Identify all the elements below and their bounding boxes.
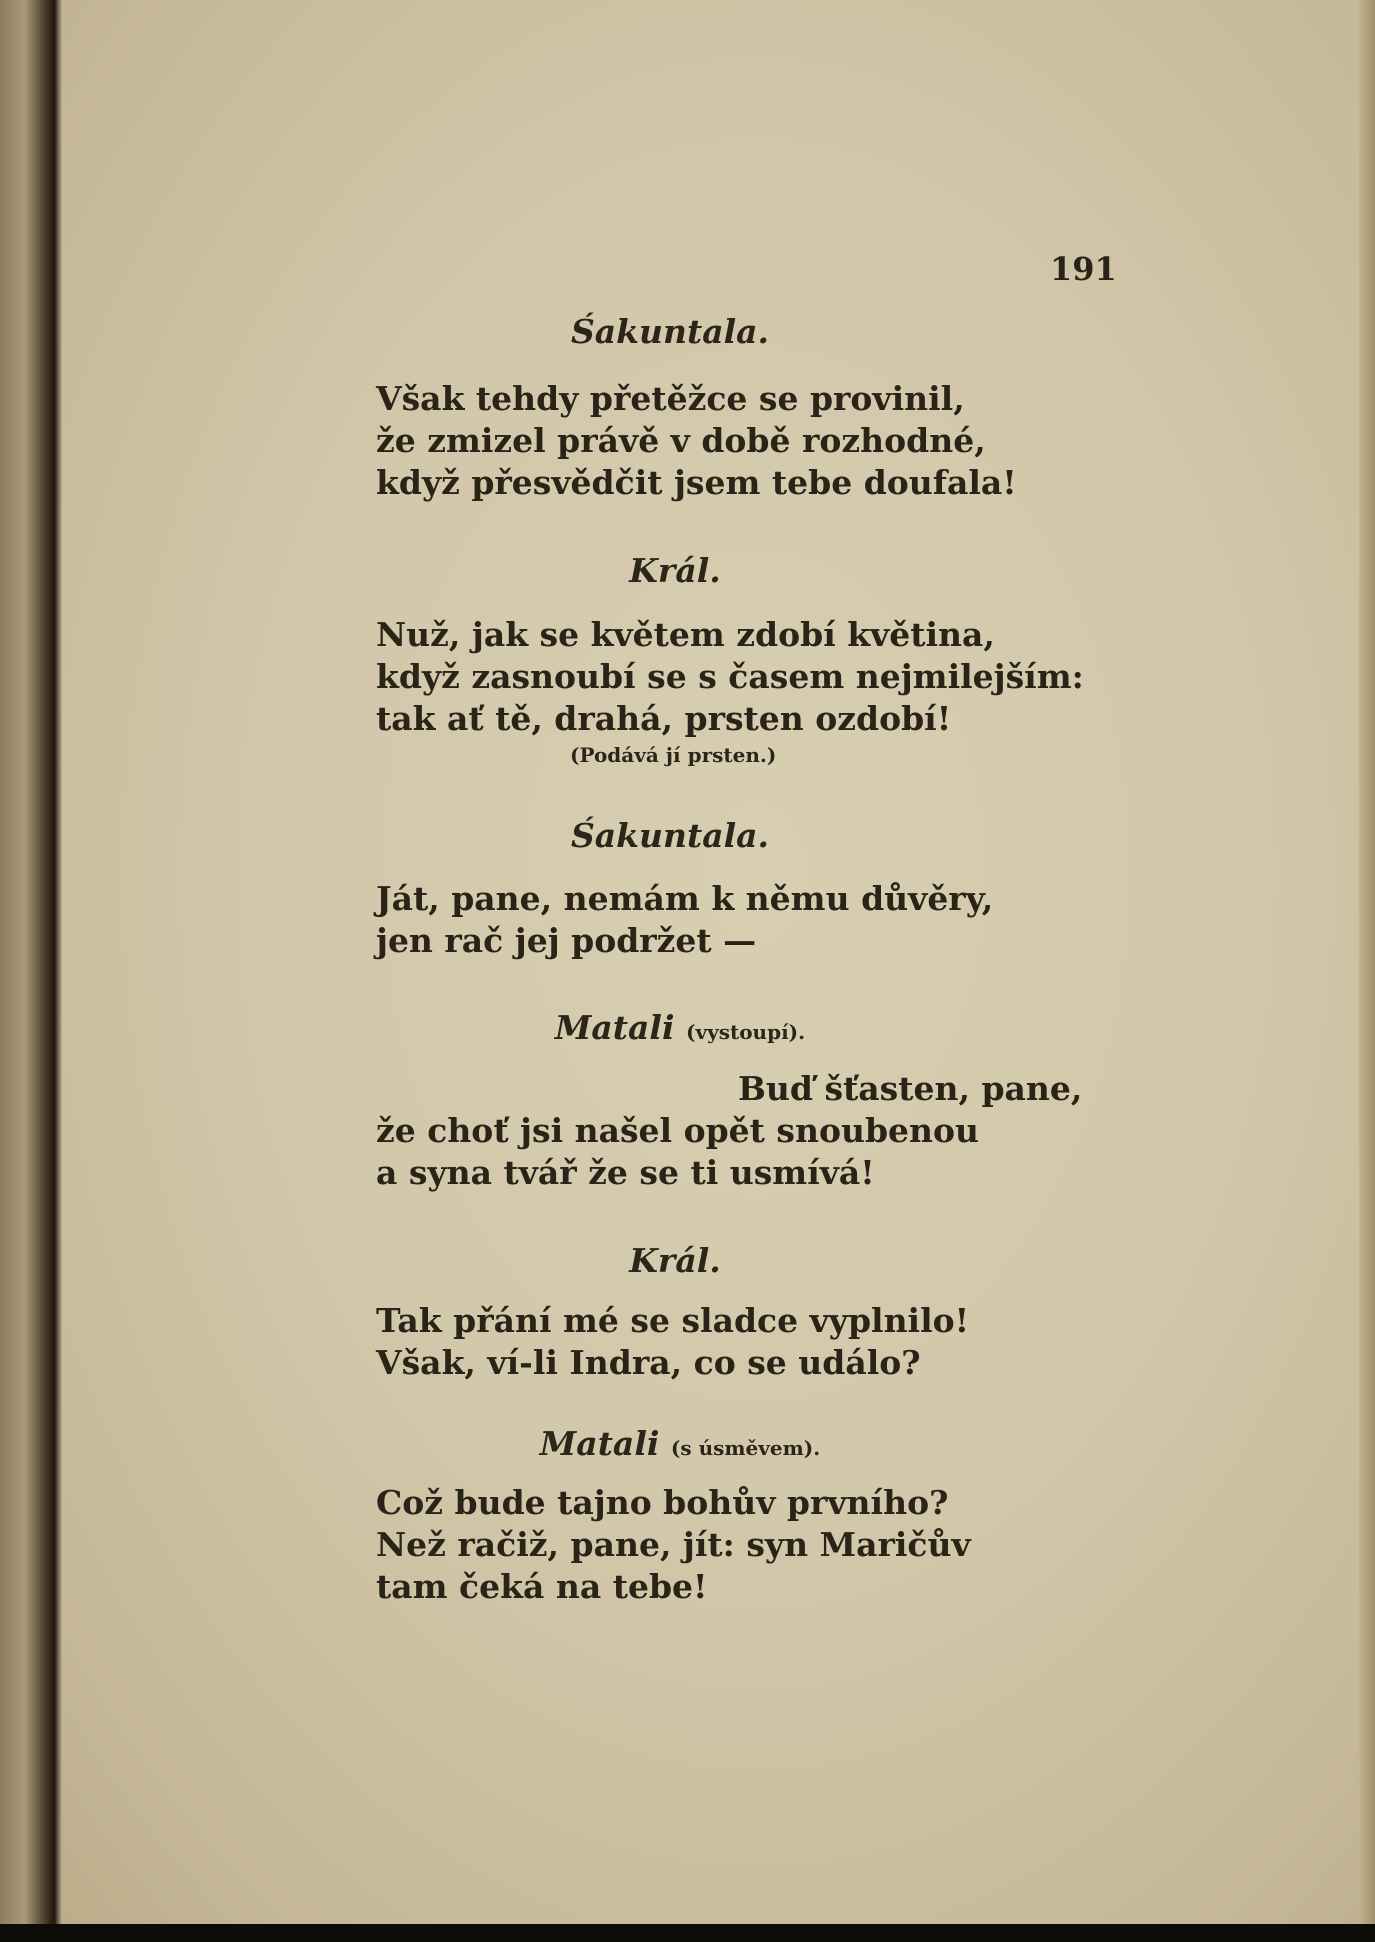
speaker-name: Matali — [539, 1424, 660, 1463]
page-edge — [1359, 0, 1375, 1942]
speaker-name: Śakuntala. — [570, 816, 770, 855]
speaker-with-note — [520, 1008, 840, 1047]
verse-line: Však, ví-li Indra, co se událo? — [376, 1343, 921, 1382]
speaker-name: Śakuntala. — [570, 312, 770, 351]
verse-line: a syna tvář že se ti usmívá! — [376, 1153, 875, 1192]
verse-block — [376, 1068, 1082, 1194]
stage-direction: (Podává jí prsten.) — [570, 743, 777, 767]
verse-block — [376, 614, 1084, 740]
page-number: 191 — [1050, 250, 1117, 288]
speaker-name: Matali — [554, 1008, 675, 1047]
verse-line: tam čeká na tebe! — [376, 1567, 708, 1606]
book-binding — [0, 0, 62, 1942]
speaker-with-note — [520, 1424, 840, 1463]
verse-line: že choť jsi našel opět snoubenou — [376, 1111, 980, 1150]
verse-line: Buď šťasten, pane, — [738, 1069, 1083, 1108]
verse-line: že zmizel právě v době rozhodné, — [376, 421, 986, 460]
verse-block — [376, 1482, 971, 1608]
verse-line: když zasnoubí se s časem nejmilejším: — [376, 657, 1084, 696]
verse-block — [376, 878, 993, 962]
stage-direction: (vystoupí). — [686, 1020, 806, 1044]
verse-line: Však tehdy přetěžce se provinil, — [376, 379, 965, 418]
verse-line: tak ať tě, drahá, prsten ozdobí! — [376, 699, 952, 738]
verse-line: Ját, pane, nemám k němu důvěry, — [376, 879, 994, 918]
verse-line: Nuž, jak se květem zdobí květina, — [376, 615, 995, 654]
verse-line: Což bude tajno bohův prvního? — [376, 1483, 949, 1522]
stage-direction: (s úsměvem). — [670, 1436, 821, 1460]
scan-border — [0, 1924, 1375, 1942]
verse-line: jen rač jej podržet — — [376, 921, 757, 960]
verse-line: když přesvědčit jsem tebe doufala! — [376, 463, 1017, 502]
verse-block — [376, 1300, 969, 1384]
verse-line: Než račiž, pane, jít: syn Maričův — [376, 1525, 971, 1564]
verse-block — [376, 378, 1017, 504]
verse-line: Tak přání mé se sladce vyplnilo! — [376, 1301, 970, 1340]
speaker-name: Král. — [629, 551, 721, 590]
speaker-name: Král. — [629, 1241, 721, 1280]
